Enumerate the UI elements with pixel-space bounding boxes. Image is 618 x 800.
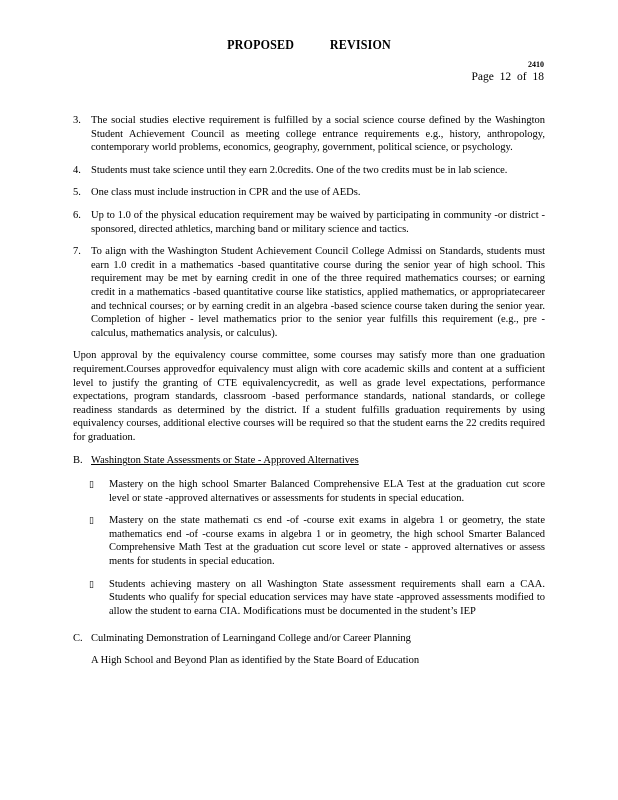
bullet-icon: ▯ [89,578,94,589]
bullet-icon: ▯ [89,479,94,490]
bullet-icon: ▯ [89,515,94,526]
list-item [73,578,545,619]
section-c-heading [73,632,545,646]
item-text: The social studies elective requirement is fulfilled by a social science course defined by the Washington Student Achievement Council as meeting college entrance requirements e.g., history, anthropology, contemporary world problems, economics, geography, government, political science, or psychology. [91,115,545,154]
item-number: 4. [73,164,81,176]
item-number: 6. [73,209,81,221]
list-item [73,514,545,568]
list-item [73,114,545,155]
list-item [73,164,545,178]
bullet-text: Students achieving mastery on all Washington State assessment requirements shall earn a CAA. Students who qualify for special education services may have state -approved assessments modified to allow the student to earna CIA. Modifications must be documented in the student’s IEP [109,578,545,617]
list-item [73,209,545,236]
item-text: To align with the Washington Student Achievement Council College Admissi on Standards, students must earn 1.0 credit in a mathematics -based quantitative course during the senior year of high school. This requirement may be met by earning credit in one of the three required mathematics courses; or earning credit in a mathematics -based quantitative course like statistics, applied mathematics, or appropriatecareer and technical courses; or by earning credit in an algebra -based science course taken during the senior year. Completion of higher - level mathematics prior to the senior year fulfills this requirement (e.g., pre -calculus, mathematics analysis, or calculus). [91,246,545,339]
list-item [73,478,545,505]
page-title: PROPOSED REVISION [227,38,391,53]
section-c-text: A High School and Beyond Plan as identified by the State Board of Education [91,655,420,666]
policy-number: 2410 [528,60,544,69]
document-body [73,114,545,668]
page-number: Page 12 of 18 [471,71,544,83]
section-title: Culminating Demonstration of Learningand College and/or Career Planning [91,633,411,645]
section-title: Washington State Assessments or State - Approved Alternatives [91,455,359,467]
bullet-text: Mastery on the state mathemati cs end -of -course exit exams in algebra 1 or geometry, the state mathematics end -of -course exams in algebra 1 or in geometry, the high school Smarter Balanced Comprehensive Math Test at the graduation cut score level or state - approved alternatives or assess ments for students in special education. [109,515,545,568]
assessment-bullets [73,478,545,618]
item-text: Students must take science until they earn 2.0credits. One of the two credits must be in lab science. [91,164,508,176]
item-number: 7. [73,246,81,258]
item-number: 5. [73,187,81,199]
item-text: Up to 1.0 of the physical education requirement may be waived by participating in community -or district -sponsored, directed athletics, marching band or military science and tactics. [91,209,545,235]
list-item [73,186,545,200]
item-number: 3. [73,115,81,126]
section-letter: B. [73,455,83,467]
list-item [73,245,545,340]
equivalency-paragraph: Upon approval by the equivalency course committee, some courses may satisfy more than one graduation requirement.Courses approvedfor equivalency must align with core academic skills and content at a sufficient level to justify the granting of CTE equivalencycredit, as well as grade level expectations, performance expectations, program standards, classroom -based performance standards, national standards, or college readiness standards as determined by the district. If a student fulfills graduation requirements by using equivalency courses, additional elective courses will be required so that the student earns the 22 credits required for graduation. [73,350,545,443]
bullet-text: Mastery on the high school Smarter Balanced Comprehensive ELA Test at the graduation cut score level or state -approved alternatives or assessments for students in special education. [109,479,545,504]
item-text: One class must include instruction in CPR and the use of AEDs. [91,187,361,199]
requirement-list [73,114,545,340]
section-letter: C. [73,633,83,645]
section-b-heading [73,454,545,468]
